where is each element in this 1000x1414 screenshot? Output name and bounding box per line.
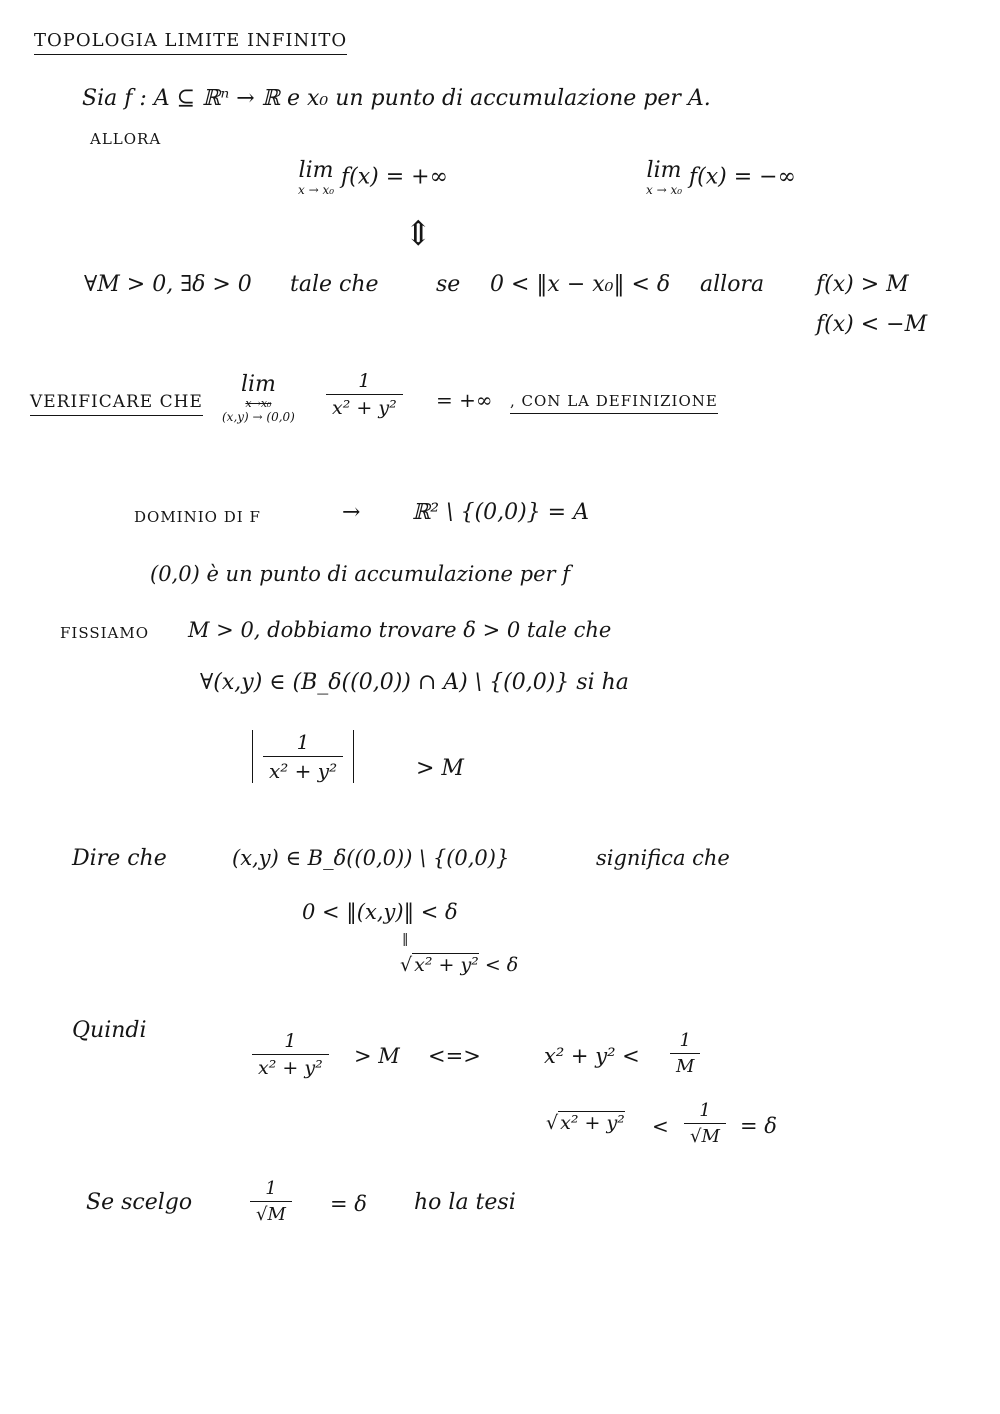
quindi-iff: <=>	[428, 1044, 481, 1068]
lim-subscript: x → x₀	[298, 183, 335, 197]
limit-plus-expr: f(x) = +∞	[341, 164, 448, 190]
quindi-label: Quindi	[72, 1018, 147, 1043]
significa-label: significa che	[596, 846, 730, 870]
choice-numerator: 1	[265, 1178, 277, 1199]
se-label: se	[436, 272, 461, 297]
dire-che-label: Dire che	[72, 846, 167, 871]
sqrt-step-fraction	[684, 1100, 726, 1147]
lim-label: lim	[240, 372, 276, 397]
lim-label: lim	[298, 158, 334, 183]
step-denominator	[684, 1123, 726, 1147]
quindi-numerator: 1	[284, 1030, 297, 1052]
fraction-numerator: 1	[358, 370, 371, 392]
exercise-suffix: , CON LA DEFINIZIONE	[510, 392, 718, 414]
quindi-fraction	[252, 1030, 329, 1079]
page-title: TOPOLOGIA LIMITE INFINITO	[34, 30, 347, 55]
step-denominator-value: M	[701, 1126, 720, 1147]
abs-greater-than: > M	[416, 756, 464, 781]
exercise-equals: = +∞	[436, 388, 493, 412]
sqrt-line	[400, 954, 518, 976]
less-delta: < δ	[484, 954, 519, 976]
limit-minus-infinity	[646, 158, 796, 197]
forall-expr: ∀(x,y) ∈ (B_δ((0,0)) ∩ A) \ {(0,0)} si ha	[200, 670, 629, 695]
sqrt-step-radicand: x² + y²	[560, 1112, 625, 1134]
lim-label: lim	[646, 158, 682, 183]
scelgo-label: Se scelgo	[86, 1190, 193, 1215]
tesi-label: ho la tesi	[414, 1190, 516, 1215]
domain-label: DOMINIO DI F	[134, 508, 261, 526]
condition-expr: 0 < ‖x − x₀‖ < δ	[490, 272, 671, 297]
choice-denominator-value: M	[267, 1204, 286, 1225]
abs-bars	[252, 730, 354, 783]
abs-fraction	[252, 730, 354, 783]
quindi-rhs: x² + y² <	[544, 1044, 640, 1068]
abs-denominator: x² + y²	[263, 756, 343, 783]
quantifier-expr: ∀M > 0, ∃δ > 0	[84, 272, 252, 297]
choice-equals: = δ	[330, 1192, 367, 1216]
abs-numerator: 1	[296, 730, 310, 754]
dire-expr: (x,y) ∈ B_δ((0,0)) \ {(0,0)}	[232, 846, 510, 870]
lim-subscript: (x,y) → (0,0)	[222, 410, 295, 424]
choice-denominator	[250, 1201, 292, 1225]
limit-minus-expr: f(x) = −∞	[689, 164, 796, 190]
fraction-denominator: x² + y²	[326, 394, 403, 419]
quindi-greater: > M	[354, 1044, 400, 1068]
tale-che-label: tale che	[290, 272, 379, 297]
sqrt-sign-icon: √	[256, 1204, 268, 1225]
result-plus: f(x) > M	[816, 272, 909, 297]
fissiamo-label: FISSIAMO	[60, 624, 150, 642]
sqrt-step-less: <	[652, 1114, 669, 1138]
sqrt-radicand: x² + y²	[414, 954, 479, 976]
norm-inequality: 0 < ‖(x,y)‖ < δ	[302, 900, 458, 924]
accumulation-point: (0,0) è un punto di accumulazione per f	[150, 562, 571, 586]
rhs-denominator: M	[670, 1053, 700, 1077]
quindi-denominator: x² + y²	[252, 1054, 329, 1079]
exercise-fraction	[326, 370, 403, 419]
quindi-rhs-fraction	[670, 1030, 700, 1077]
sqrt-step-equals: = δ	[740, 1114, 777, 1138]
sqrt-sign-icon: √	[400, 954, 413, 976]
fix-expr: M > 0, dobbiamo trovare δ > 0 tale che	[188, 618, 612, 642]
choice-fraction	[250, 1178, 292, 1225]
rhs-numerator: 1	[679, 1030, 691, 1051]
struck-subscript: x→x₀	[245, 397, 272, 410]
equals-mark: ‖	[402, 932, 409, 947]
exercise-heading: VERIFICARE CHE	[30, 392, 203, 416]
lim-subscript: x → x₀	[646, 183, 683, 197]
result-minus: f(x) < −M	[816, 312, 928, 337]
iff-arrow: ⇕	[404, 214, 433, 254]
allora-lower-label: allora	[700, 272, 765, 297]
exercise-limit	[222, 372, 295, 424]
limit-plus-infinity	[298, 158, 448, 197]
step-numerator: 1	[699, 1100, 711, 1121]
sqrt-step	[546, 1112, 625, 1134]
sqrt-sign-icon: √	[546, 1112, 559, 1134]
domain-arrow: →	[342, 500, 361, 525]
allora-label: ALLORA	[90, 130, 162, 148]
domain-expr: ℝ² \ {(0,0)} = A	[412, 500, 589, 525]
sqrt-sign-icon: √	[690, 1126, 702, 1147]
definition-intro: Sia f : A ⊆ ℝⁿ → ℝ e x₀ un punto di accumulazione per A.	[82, 86, 711, 111]
